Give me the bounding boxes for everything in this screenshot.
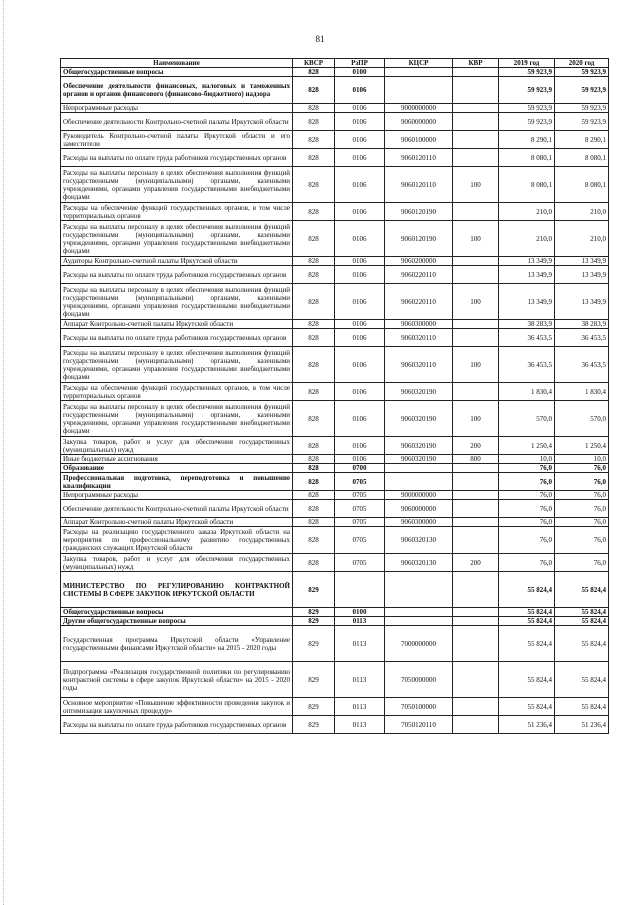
cell-kvr: 200 <box>453 554 499 572</box>
cell-kvr <box>453 149 499 167</box>
cell-kvsr: 828 <box>293 527 335 554</box>
cell-2019: 55 824,4 <box>499 626 555 662</box>
cell-kcsr <box>385 68 453 77</box>
cell-2019: 55 824,4 <box>499 698 555 716</box>
cell-kvr <box>453 77 499 104</box>
cell-2020: 51 236,4 <box>555 716 609 734</box>
cell-2020: 55 824,4 <box>555 608 609 617</box>
cell-kvr <box>453 572 499 608</box>
cell-name: Общегосударственные вопросы <box>61 608 293 617</box>
cell-kcsr: 9060120110 <box>385 149 453 167</box>
cell-kvr: 800 <box>453 455 499 464</box>
cell-kvr <box>453 518 499 527</box>
cell-kvr <box>453 527 499 554</box>
cell-kvr <box>453 266 499 284</box>
cell-rzpr: 0106 <box>335 383 385 401</box>
table-body <box>61 68 609 734</box>
table-row <box>61 464 609 473</box>
cell-rzpr: 0106 <box>335 131 385 149</box>
cell-kvsr: 828 <box>293 221 335 257</box>
cell-2020: 8 080,1 <box>555 149 609 167</box>
cell-name: Непрограммные расходы <box>61 104 293 113</box>
cell-rzpr: 0113 <box>335 626 385 662</box>
cell-kcsr <box>385 617 453 626</box>
cell-kcsr: 9060220110 <box>385 266 453 284</box>
table-row <box>61 500 609 518</box>
cell-2019: 8 290,1 <box>499 131 555 149</box>
scan-left-edge <box>0 0 4 905</box>
cell-2019: 76,0 <box>499 527 555 554</box>
cell-name: Подпрограмма «Реализация государственной политики по регулированию контрактной системы в сфере закупок Иркутской области» на 2015 - 2020 годы <box>61 662 293 698</box>
cell-2020: 13 349,9 <box>555 284 609 320</box>
cell-name: Расходы на выплаты по оплате труда работников государственных органов <box>61 266 293 284</box>
cell-2020: 570,0 <box>555 401 609 437</box>
cell-kcsr: 9060120190 <box>385 203 453 221</box>
cell-2019: 55 824,4 <box>499 617 555 626</box>
cell-2019: 13 349,9 <box>499 257 555 266</box>
table-row <box>61 698 609 716</box>
cell-kvsr: 828 <box>293 320 335 329</box>
cell-name: Профессиональная подготовка, переподготовка и повышение квалификации <box>61 473 293 491</box>
cell-kcsr: 9060220110 <box>385 284 453 320</box>
cell-rzpr: 0106 <box>335 347 385 383</box>
cell-kvsr: 828 <box>293 167 335 203</box>
cell-2020: 59 923,9 <box>555 68 609 77</box>
cell-rzpr: 0106 <box>335 149 385 167</box>
cell-2020: 55 824,4 <box>555 698 609 716</box>
table-row <box>61 77 609 104</box>
cell-rzpr: 0106 <box>335 284 385 320</box>
table-row <box>61 518 609 527</box>
cell-2019: 38 283,9 <box>499 320 555 329</box>
cell-kvsr: 828 <box>293 149 335 167</box>
cell-kcsr: 9060320130 <box>385 554 453 572</box>
cell-kcsr <box>385 77 453 104</box>
cell-2019: 8 080,1 <box>499 167 555 203</box>
cell-name: Непрограммные расходы <box>61 491 293 500</box>
cell-2020: 76,0 <box>555 527 609 554</box>
cell-kcsr <box>385 608 453 617</box>
table-row <box>61 383 609 401</box>
cell-kcsr: 9060320110 <box>385 329 453 347</box>
cell-kvr <box>453 329 499 347</box>
header-2020: 2020 год <box>555 59 609 68</box>
cell-kvsr: 829 <box>293 662 335 698</box>
cell-2019: 59 923,9 <box>499 113 555 131</box>
cell-name: Аудиторы Контрольно-счетной палаты Иркутской области <box>61 257 293 266</box>
cell-kvsr: 829 <box>293 716 335 734</box>
cell-2020: 59 923,9 <box>555 113 609 131</box>
cell-kvr: 100 <box>453 221 499 257</box>
table-row <box>61 203 609 221</box>
cell-rzpr: 0705 <box>335 527 385 554</box>
cell-rzpr: 0106 <box>335 320 385 329</box>
cell-kvsr: 828 <box>293 266 335 284</box>
cell-2019: 76,0 <box>499 500 555 518</box>
cell-kvsr: 828 <box>293 473 335 491</box>
cell-2019: 51 236,4 <box>499 716 555 734</box>
cell-rzpr: 0106 <box>335 329 385 347</box>
cell-kvsr: 828 <box>293 113 335 131</box>
table-row <box>61 716 609 734</box>
cell-rzpr: 0113 <box>335 662 385 698</box>
cell-kvr <box>453 383 499 401</box>
cell-rzpr: 0106 <box>335 257 385 266</box>
cell-2019: 13 349,9 <box>499 266 555 284</box>
cell-name: Расходы на выплаты по оплате труда работников государственных органов <box>61 716 293 734</box>
table-row <box>61 455 609 464</box>
cell-kcsr: 9060000000 <box>385 113 453 131</box>
table-row <box>61 626 609 662</box>
cell-name: Расходы на выплаты персоналу в целях обеспечения выполнения функций государственными (муниципальными) органами, казенными учреждениями, органами управления государственными внебюджетными фондами <box>61 401 293 437</box>
cell-2020: 76,0 <box>555 491 609 500</box>
cell-2020: 10,0 <box>555 455 609 464</box>
cell-rzpr: 0113 <box>335 617 385 626</box>
cell-2020: 210,0 <box>555 221 609 257</box>
cell-kcsr: 9060000000 <box>385 500 453 518</box>
cell-2020: 55 824,4 <box>555 617 609 626</box>
cell-rzpr: 0106 <box>335 167 385 203</box>
cell-name: Иные бюджетные ассигнования <box>61 455 293 464</box>
cell-2020: 13 349,9 <box>555 257 609 266</box>
table-row <box>61 104 609 113</box>
cell-kvsr: 828 <box>293 518 335 527</box>
cell-kvr: 100 <box>453 167 499 203</box>
cell-kcsr: 9060320190 <box>385 437 453 455</box>
cell-2020: 55 824,4 <box>555 572 609 608</box>
cell-kvr <box>453 68 499 77</box>
cell-rzpr: 0106 <box>335 221 385 257</box>
cell-kvsr: 828 <box>293 401 335 437</box>
cell-rzpr: 0106 <box>335 113 385 131</box>
header-2019: 2019 год <box>499 59 555 68</box>
table-row <box>61 221 609 257</box>
cell-name: Расходы на выплаты персоналу в целях обеспечения выполнения функций государственными (муниципальными) органами, казенными учреждениями, органами управления государственными внебюджетными фондами <box>61 221 293 257</box>
cell-kvr <box>453 113 499 131</box>
cell-kvsr: 828 <box>293 329 335 347</box>
cell-name: Расходы на выплаты персоналу в целях обеспечения выполнения функций государственными (муниципальными) органами, казенными учреждениями, органами управления государственными внебюджетными фондами <box>61 284 293 320</box>
cell-rzpr: 0705 <box>335 518 385 527</box>
cell-kvsr: 829 <box>293 617 335 626</box>
cell-kvr <box>453 320 499 329</box>
cell-name: Обеспечение деятельности Контрольно-счетной палаты Иркутской области <box>61 113 293 131</box>
cell-kvr: 100 <box>453 347 499 383</box>
table-row <box>61 257 609 266</box>
cell-kcsr <box>385 473 453 491</box>
table-row <box>61 347 609 383</box>
table-row <box>61 608 609 617</box>
cell-name: Другие общегосударственные вопросы <box>61 617 293 626</box>
cell-kvr <box>453 617 499 626</box>
cell-2020: 76,0 <box>555 464 609 473</box>
table-row <box>61 149 609 167</box>
cell-kvsr: 828 <box>293 203 335 221</box>
table-row <box>61 329 609 347</box>
cell-kvsr: 828 <box>293 383 335 401</box>
cell-name: Закупка товаров, работ и услуг для обеспечения государственных (муниципальных) нужд <box>61 437 293 455</box>
cell-kvr <box>453 626 499 662</box>
cell-kvr <box>453 698 499 716</box>
table-row <box>61 437 609 455</box>
cell-rzpr: 0113 <box>335 698 385 716</box>
cell-kcsr: 9060320110 <box>385 347 453 383</box>
cell-kvsr: 828 <box>293 455 335 464</box>
cell-kvr <box>453 662 499 698</box>
cell-2019: 76,0 <box>499 464 555 473</box>
cell-name: Расходы на выплаты персоналу в целях обеспечения выполнения функций государственными (муниципальными) органами, казенными учреждениями, органами управления государственными внебюджетными фондами <box>61 347 293 383</box>
cell-kcsr: 9060300000 <box>385 320 453 329</box>
cell-2019: 10,0 <box>499 455 555 464</box>
cell-2019: 36 453,5 <box>499 347 555 383</box>
cell-name: Расходы на выплаты персоналу в целях обеспечения выполнения функций государственными (муниципальными) органами, казенными учреждениями, органами управления государственными внебюджетными фондами <box>61 167 293 203</box>
cell-kvr <box>453 203 499 221</box>
cell-kcsr: 9060100000 <box>385 131 453 149</box>
cell-2019: 55 824,4 <box>499 572 555 608</box>
cell-2019: 76,0 <box>499 554 555 572</box>
budget-table <box>60 58 609 734</box>
cell-kcsr: 7000000000 <box>385 626 453 662</box>
cell-kvr <box>453 257 499 266</box>
cell-kvsr: 828 <box>293 77 335 104</box>
table-row <box>61 662 609 698</box>
cell-name: МИНИСТЕРСТВО ПО РЕГУЛИРОВАНИЮ КОНТРАКТНОЙ СИСТЕМЫ В СФЕРЕ ЗАКУПОК ИРКУТСКОЙ ОБЛАСТИ <box>61 572 293 608</box>
cell-kcsr: 9060120190 <box>385 221 453 257</box>
header-rzpr: РзПР <box>335 59 385 68</box>
cell-2020: 76,0 <box>555 473 609 491</box>
cell-2020: 36 453,5 <box>555 347 609 383</box>
cell-kvsr: 828 <box>293 347 335 383</box>
cell-kvsr: 828 <box>293 554 335 572</box>
table-row <box>61 266 609 284</box>
cell-kvsr: 828 <box>293 491 335 500</box>
cell-kcsr: 9000000000 <box>385 104 453 113</box>
cell-2019: 76,0 <box>499 473 555 491</box>
cell-2019: 76,0 <box>499 518 555 527</box>
cell-kcsr: 9060200000 <box>385 257 453 266</box>
cell-kcsr: 9060320190 <box>385 455 453 464</box>
cell-rzpr: 0113 <box>335 716 385 734</box>
cell-2019: 55 824,4 <box>499 662 555 698</box>
cell-2019: 36 453,5 <box>499 329 555 347</box>
cell-name: Общегосударственные вопросы <box>61 68 293 77</box>
header-kcsr: КЦСР <box>385 59 453 68</box>
cell-kvsr: 829 <box>293 626 335 662</box>
cell-rzpr: 0106 <box>335 104 385 113</box>
table-row <box>61 320 609 329</box>
cell-kvsr: 829 <box>293 572 335 608</box>
cell-kvr <box>453 131 499 149</box>
cell-rzpr: 0705 <box>335 554 385 572</box>
cell-2019: 570,0 <box>499 401 555 437</box>
header-kvr: КВР <box>453 59 499 68</box>
header-name: Наименование <box>61 59 293 68</box>
cell-kvr <box>453 500 499 518</box>
cell-kvr <box>453 716 499 734</box>
cell-rzpr: 0705 <box>335 500 385 518</box>
cell-2020: 38 283,9 <box>555 320 609 329</box>
table-row <box>61 491 609 500</box>
cell-2020: 76,0 <box>555 518 609 527</box>
cell-kvsr: 828 <box>293 500 335 518</box>
cell-kvsr: 828 <box>293 68 335 77</box>
cell-2020: 36 453,5 <box>555 329 609 347</box>
cell-kvr <box>453 491 499 500</box>
table-row <box>61 68 609 77</box>
cell-kvsr: 828 <box>293 437 335 455</box>
cell-kcsr: 9060120110 <box>385 167 453 203</box>
cell-2020: 76,0 <box>555 500 609 518</box>
cell-kcsr: 9060300000 <box>385 518 453 527</box>
cell-kcsr: 7050000000 <box>385 662 453 698</box>
cell-rzpr: 0106 <box>335 401 385 437</box>
table-row <box>61 617 609 626</box>
cell-rzpr: 0106 <box>335 266 385 284</box>
cell-2019: 59 923,9 <box>499 77 555 104</box>
cell-name: Обеспечение деятельности Контрольно-счетной палаты Иркутской области <box>61 500 293 518</box>
table-row <box>61 527 609 554</box>
cell-2019: 210,0 <box>499 203 555 221</box>
cell-kvsr: 828 <box>293 257 335 266</box>
cell-rzpr: 0705 <box>335 491 385 500</box>
cell-2020: 1 830,4 <box>555 383 609 401</box>
cell-2019: 1 830,4 <box>499 383 555 401</box>
cell-name: Обеспечение деятельности финансовых, налоговых и таможенных органов и органов финансового (финансово-бюджетного) надзора <box>61 77 293 104</box>
cell-kvr <box>453 464 499 473</box>
cell-2020: 76,0 <box>555 554 609 572</box>
cell-kcsr <box>385 572 453 608</box>
cell-kcsr: 9060320130 <box>385 527 453 554</box>
cell-2020: 210,0 <box>555 203 609 221</box>
table-row <box>61 554 609 572</box>
cell-name: Государственная программа Иркутской области «Управление государственными финансами Иркутской области» на 2015 - 2020 годы <box>61 626 293 662</box>
cell-2019: 55 824,4 <box>499 608 555 617</box>
table-row <box>61 284 609 320</box>
table-row <box>61 401 609 437</box>
cell-2020: 13 349,9 <box>555 266 609 284</box>
table-row <box>61 473 609 491</box>
cell-kvsr: 828 <box>293 104 335 113</box>
header-kvsr: КВСР <box>293 59 335 68</box>
cell-name: Руководитель Контрольно-счетной палаты Иркутской области и его заместители <box>61 131 293 149</box>
cell-2019: 13 349,9 <box>499 284 555 320</box>
cell-rzpr: 0705 <box>335 473 385 491</box>
cell-name: Аппарат Контрольно-счетной палаты Иркутской области <box>61 320 293 329</box>
cell-2019: 1 250,4 <box>499 437 555 455</box>
cell-kcsr: 7050100000 <box>385 698 453 716</box>
cell-2020: 55 824,4 <box>555 626 609 662</box>
cell-2020: 59 923,9 <box>555 77 609 104</box>
cell-kvsr: 829 <box>293 608 335 617</box>
cell-kvr <box>453 473 499 491</box>
cell-name: Закупка товаров, работ и услуг для обеспечения государственных (муниципальных) нужд <box>61 554 293 572</box>
cell-name: Образование <box>61 464 293 473</box>
cell-name: Основное мероприятие «Повышение эффективности проведения закупок и оптимизация закупочных процедур» <box>61 698 293 716</box>
cell-2020: 8 080,1 <box>555 167 609 203</box>
cell-rzpr: 0700 <box>335 464 385 473</box>
cell-2019: 76,0 <box>499 491 555 500</box>
table-header-row <box>61 59 609 68</box>
cell-rzpr: 0100 <box>335 68 385 77</box>
cell-rzpr: 0106 <box>335 455 385 464</box>
cell-2020: 55 824,4 <box>555 662 609 698</box>
cell-kcsr: 9060320190 <box>385 401 453 437</box>
cell-rzpr <box>335 572 385 608</box>
cell-2019: 59 923,9 <box>499 68 555 77</box>
table-row <box>61 572 609 608</box>
cell-rzpr: 0106 <box>335 77 385 104</box>
cell-kvr: 200 <box>453 437 499 455</box>
cell-kvr: 100 <box>453 401 499 437</box>
cell-2020: 59 923,9 <box>555 104 609 113</box>
cell-kcsr: 9000000000 <box>385 491 453 500</box>
cell-kcsr <box>385 464 453 473</box>
cell-kvsr: 828 <box>293 131 335 149</box>
cell-2019: 210,0 <box>499 221 555 257</box>
cell-name: Расходы на обеспечение функций государственных органов, в том числе территориальных органов <box>61 383 293 401</box>
cell-rzpr: 0106 <box>335 203 385 221</box>
cell-name: Расходы на выплаты по оплате труда работников государственных органов <box>61 329 293 347</box>
cell-2019: 8 080,1 <box>499 149 555 167</box>
cell-2019: 59 923,9 <box>499 104 555 113</box>
cell-kcsr: 9060320190 <box>385 383 453 401</box>
cell-kvr: 100 <box>453 284 499 320</box>
cell-2020: 8 290,1 <box>555 131 609 149</box>
cell-name: Расходы на выплаты по оплате труда работников государственных органов <box>61 149 293 167</box>
cell-kvsr: 829 <box>293 698 335 716</box>
cell-2020: 1 250,4 <box>555 437 609 455</box>
cell-kvsr: 828 <box>293 284 335 320</box>
cell-kvsr: 828 <box>293 464 335 473</box>
page-number: 81 <box>315 34 325 44</box>
cell-name: Расходы на реализацию государственного заказа Иркутской области на мероприятия по профессиональному развитию государственных гражданских служащих Иркутской области <box>61 527 293 554</box>
cell-rzpr: 0100 <box>335 608 385 617</box>
table-row <box>61 113 609 131</box>
cell-kvr <box>453 608 499 617</box>
table-row <box>61 131 609 149</box>
cell-rzpr: 0106 <box>335 437 385 455</box>
cell-name: Расходы на обеспечение функций государственных органов, в том числе территориальных органов <box>61 203 293 221</box>
table-row <box>61 167 609 203</box>
cell-kcsr: 7050120110 <box>385 716 453 734</box>
cell-kvr <box>453 104 499 113</box>
cell-name: Аппарат Контрольно-счетной палаты Иркутской области <box>61 518 293 527</box>
